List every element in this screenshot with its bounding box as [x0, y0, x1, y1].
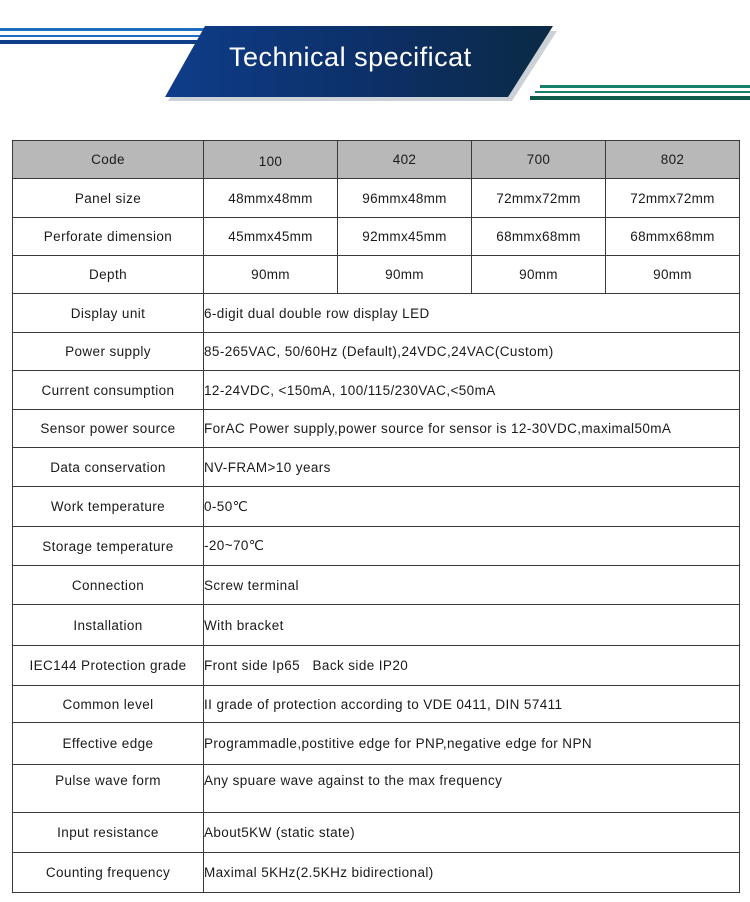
row-label: Storage temperature [13, 527, 204, 566]
table-row [13, 646, 740, 686]
row-label: Power supply [13, 333, 204, 371]
table-row [13, 487, 740, 527]
row-value: 92mmx45mm [338, 218, 472, 256]
row-value: -20~70℃ [204, 527, 740, 566]
row-value: About5KW (static state) [204, 813, 740, 853]
row-value: 90mm [606, 256, 740, 294]
table-row [13, 371, 740, 410]
table-row [13, 448, 740, 487]
header-model: 100 [204, 141, 338, 179]
row-value: 48mmx48mm [204, 179, 338, 218]
row-label: Display unit [13, 294, 204, 333]
row-label: Input resistance [13, 813, 204, 853]
row-label: Data conservation [13, 448, 204, 487]
row-value: Maximal 5KHz(2.5KHz bidirectional) [204, 853, 740, 893]
row-label: Sensor power source [13, 410, 204, 448]
table-row [13, 410, 740, 448]
row-label: Effective edge [13, 723, 204, 765]
row-value: 85-265VAC, 50/60Hz (Default),24VDC,24VAC(Custom) [204, 333, 740, 371]
table-row [13, 853, 740, 893]
row-value: 45mmx45mm [204, 218, 338, 256]
row-value: Front side Ip65 Back side IP20 [204, 646, 740, 686]
row-value: With bracket [204, 605, 740, 646]
row-label: Current consumption [13, 371, 204, 410]
title-banner [0, 0, 750, 120]
row-value: NV-FRAM>10 years [204, 448, 740, 487]
table-row [13, 765, 740, 813]
row-value: ForAC Power supply,power source for sensor is 12-30VDC,maximal50mA [204, 410, 740, 448]
page-title: Technical specificat [229, 42, 472, 72]
table-row [13, 566, 740, 605]
row-value: Screw terminal [204, 566, 740, 605]
row-value: 72mmx72mm [472, 179, 606, 218]
table-row [13, 813, 740, 853]
table-row [13, 294, 740, 333]
row-label: IEC144 Protection grade [13, 646, 204, 686]
row-label: Connection [13, 566, 204, 605]
table-header-row [13, 141, 740, 179]
row-label: Panel size [13, 179, 204, 218]
row-value: 90mm [338, 256, 472, 294]
row-label: Work temperature [13, 487, 204, 527]
table-row [13, 723, 740, 765]
row-value: 12-24VDC, <150mA, 100/115/230VAC,<50mA [204, 371, 740, 410]
row-value: II grade of protection according to VDE 0411, DIN 57411 [204, 686, 740, 723]
left-stripes [0, 28, 215, 44]
table-row [13, 527, 740, 566]
row-value: 68mmx68mm [472, 218, 606, 256]
table-row [13, 256, 740, 294]
spec-table [12, 140, 740, 893]
row-label: Installation [13, 605, 204, 646]
header-model: 700 [472, 141, 606, 179]
row-label: Depth [13, 256, 204, 294]
row-label: Common level [13, 686, 204, 723]
row-label: Counting frequency [13, 853, 204, 893]
header-model: 802 [606, 141, 740, 179]
header-model: 402 [338, 141, 472, 179]
table-row [13, 179, 740, 218]
table-row [13, 333, 740, 371]
row-value: 90mm [204, 256, 338, 294]
row-value: Any spuare wave against to the max frequency [204, 765, 740, 813]
right-stripes [530, 85, 750, 100]
table-row [13, 605, 740, 646]
row-value: 68mmx68mm [606, 218, 740, 256]
row-value: 72mmx72mm [606, 179, 740, 218]
row-value: 90mm [472, 256, 606, 294]
row-value: 96mmx48mm [338, 179, 472, 218]
row-value: Programmadle,postitive edge for PNP,negative edge for NPN [204, 723, 740, 765]
header-code-label: Code [13, 141, 204, 179]
table-row [13, 686, 740, 723]
table-row [13, 218, 740, 256]
row-value: 0-50℃ [204, 487, 740, 527]
row-label: Perforate dimension [13, 218, 204, 256]
row-label: Pulse wave form [13, 765, 204, 813]
row-value: 6-digit dual double row display LED [204, 294, 740, 333]
